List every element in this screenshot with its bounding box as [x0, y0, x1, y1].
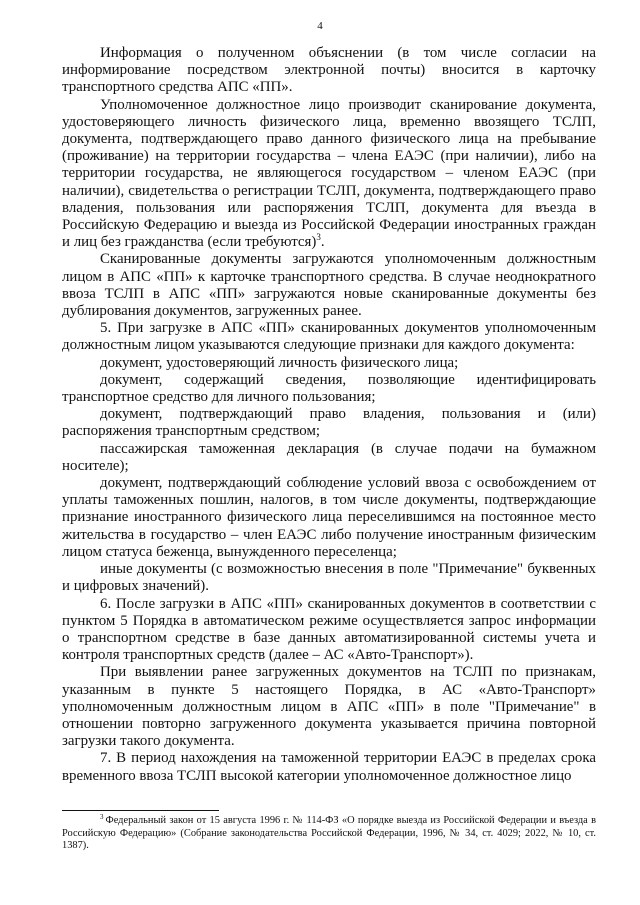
list-item-customs-declaration: пассажирская таможенная декларация (в случае подачи на бумажном носителе);	[62, 440, 596, 474]
footnote	[62, 812, 596, 853]
footnote-marker: 3	[100, 812, 104, 821]
list-item-identity-document: документ, удостоверяющий личность физического лица;	[100, 354, 459, 371]
paragraph-item-6: 6. После загрузки в АПС «ПП» сканированных документов в соответствии с пунктом 5 Порядка в автоматическом режиме осуществляется запрос информации о транспортном средстве в базе данных автоматизированной системы учета и контроля транспортных средств (далее – АС «Авто-Транспорт»).	[62, 595, 596, 664]
footnote-text: Федеральный закон от 15 августа 1996 г. № 114-ФЗ «О порядке выезда из Российской Федерации и въезда в Российскую Федерацию» (Собрание законодательства Российской Федерации, 1996, № 34, ст. 4029; 2022, № 10, ст. 1387).	[62, 815, 596, 852]
paragraph-upload-documents: Сканированные документы загружаются уполномоченным должностным лицом в АПС «ПП» к карточке транспортного средства. В случае неоднократного ввоза ТСЛП в АПС «ПП» загружаются новые сканированные документы без дублирования документов, загруженных ранее.	[62, 251, 596, 320]
list-item-ownership-document: документ, подтверждающий право владения, пользования и (или) распоряжения транспортным средством;	[62, 406, 596, 440]
list-item-exemption-document: документ, подтверждающий соблюдение условий ввоза с освобождением от уплаты таможенных пошлин, налогов, в том числе документы, подтверждающие признание иностранного физического лица переселившимся на постоянное место жительства в государство – член ЕАЭС либо получение иностранным физическим лицом статуса беженца, вынужденного переселенца;	[62, 475, 596, 560]
document-body	[62, 45, 596, 785]
paragraph-item-7: 7. В период нахождения на таможенной территории ЕАЭС в пределах срока временного ввоза ТСЛП высокой категории уполномоченное должностное лицо	[62, 750, 596, 784]
paragraph-repeat-upload: При выявлении ранее загруженных документов на ТСЛП по признакам, указанным в пункте 5 настоящего Порядка, в АС «Авто-Транспорт» уполномоченным должностным лицом в АПС «ПП» в поле "Примечание" в отношении повторно загруженного документа указывается причина повторной загрузки такого документа.	[62, 664, 596, 750]
footnote-reference: 3	[316, 232, 321, 243]
paragraph-scanning	[62, 97, 596, 252]
list-item-vehicle-document: документ, содержащий сведения, позволяющие идентифицировать транспортное средство для личного пользования;	[62, 371, 596, 406]
paragraph-scanning-text: Уполномоченное должностное лицо производит сканирование документа, удостоверяющего личность физического лица, временно ввозящего ТСЛП, документа, подтверждающего право данного физического лица на пребывание (проживание) на территории государства – члена ЕАЭС (при наличии), либо на территории государства, не являющегося государством – членом ЕАЭС (при наличии), свидетельства о регистрации ТСЛП, документа, подтверждающего право владения, пользования или распоряжения ТСЛП, документа для въезда в Российскую Федерацию и выезда из Российской Федерации иностранных граждан и лиц без гражданства (если требуются)	[62, 96, 596, 251]
footnote-reference-period: .	[320, 234, 325, 251]
paragraph-info-explanation: Информация о полученном объяснении (в том числе согласии на информирование посредством электронной почты) вносится в карточку транспортного средства АПС «ПП».	[62, 45, 596, 96]
paragraph-item-5: 5. При загрузке в АПС «ПП» сканированных документов уполномоченным должностным лицом указываются следующие признаки для каждого документа:	[62, 320, 596, 354]
footnote-divider	[62, 810, 219, 811]
list-item-other-documents: иные документы (с возможностью внесения в поле "Примечание" буквенных и цифровых значений).	[62, 561, 596, 595]
page-number: 4	[317, 20, 323, 32]
